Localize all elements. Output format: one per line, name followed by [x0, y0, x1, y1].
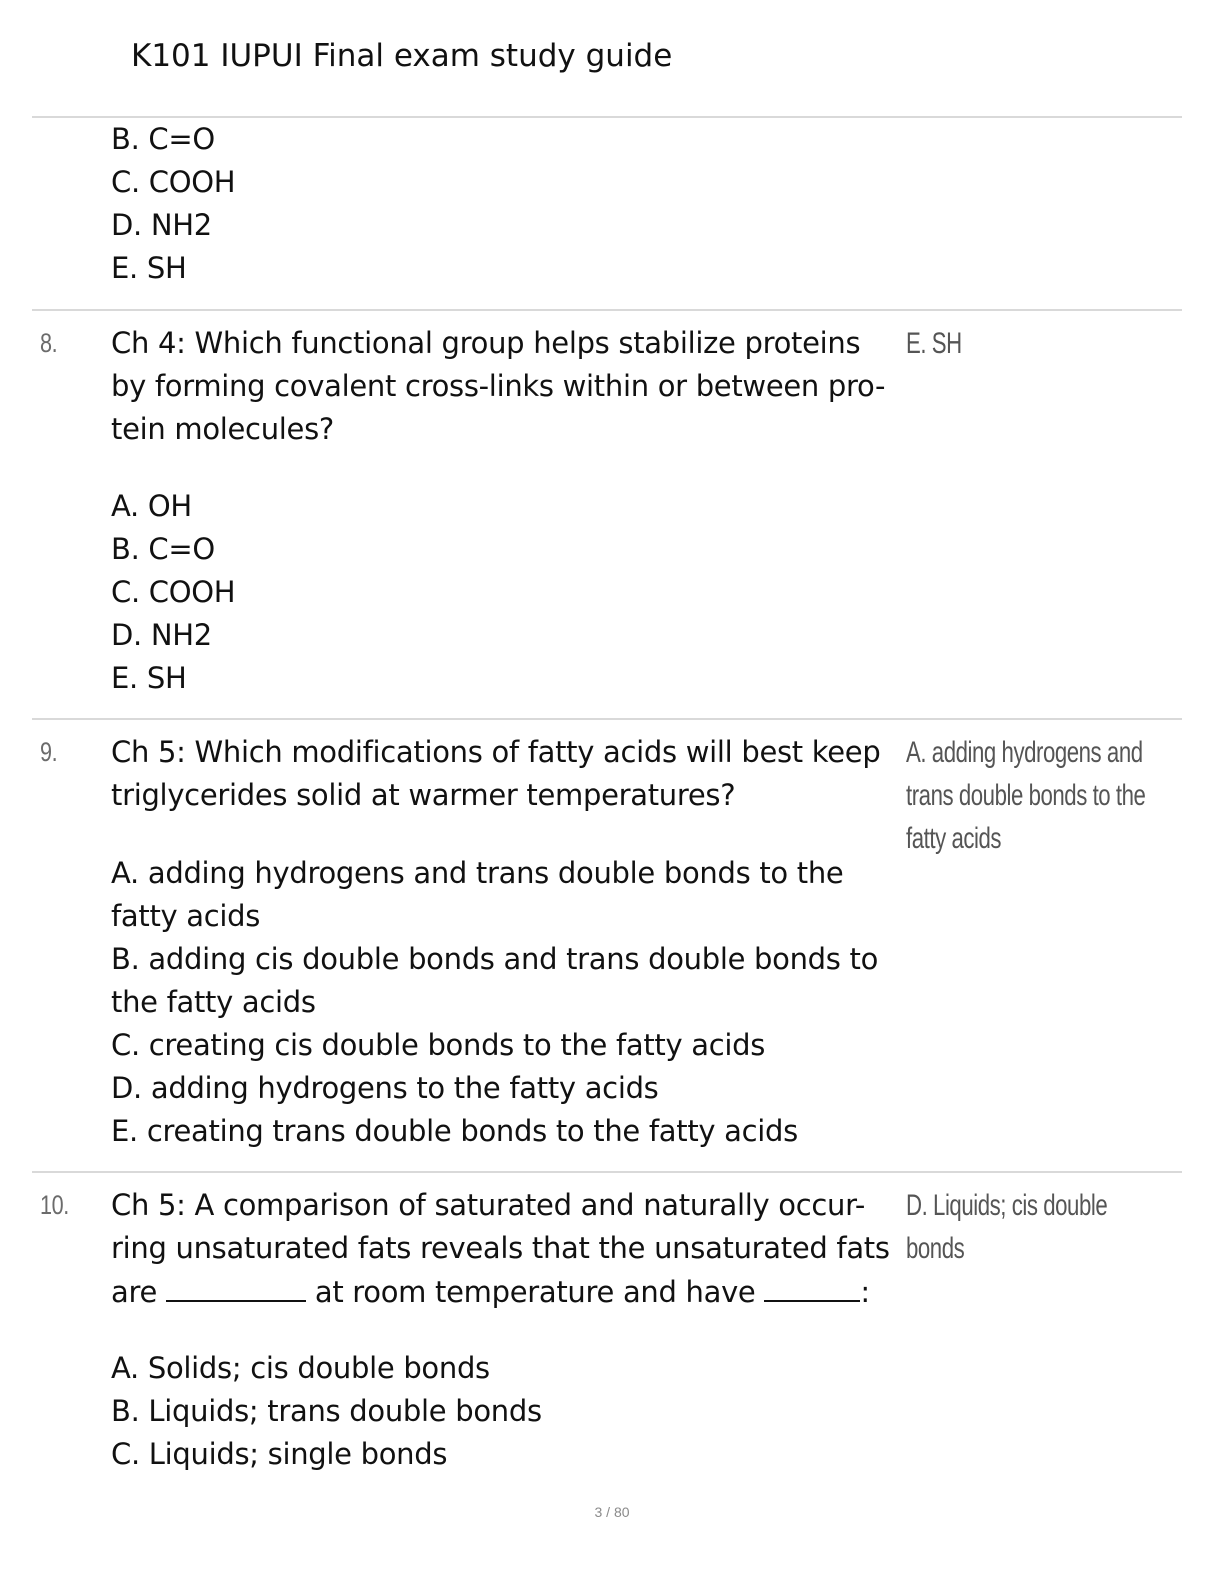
question-line: by forming covalent cross-links within or between pro- — [111, 369, 886, 403]
answer-line: bonds — [906, 1232, 965, 1265]
question-line: Ch 5: Which modifications of fatty acids will best keep — [111, 735, 881, 769]
option-d: D. adding hydrogens to the fatty acids — [111, 1071, 659, 1105]
question-line: triglycerides solid at warmer temperatures? — [111, 778, 736, 812]
question-fragment: are — [111, 1275, 157, 1309]
question-fragment: : — [860, 1275, 870, 1309]
question-line: tein molecules? — [111, 412, 334, 446]
page-number: 3 / 80 — [594, 1504, 630, 1520]
divider — [32, 309, 1182, 311]
question-line: ring unsaturated fats reveals that the unsaturated fats — [111, 1231, 890, 1265]
divider — [32, 718, 1182, 720]
option-a: A. OH — [111, 489, 192, 523]
answer-text — [906, 731, 1145, 860]
option-e: E. creating trans double bonds to the fatty acids — [111, 1114, 798, 1148]
answer-line: A. adding hydrogens and — [906, 736, 1143, 769]
option-a-cont: fatty acids — [111, 899, 261, 933]
option-d: D. NH2 — [111, 618, 212, 652]
option-c: C. Liquids; single bonds — [111, 1437, 448, 1471]
fill-in-blank — [166, 1270, 306, 1302]
q7-options — [111, 118, 235, 290]
option-b-cont: the fatty acids — [111, 985, 316, 1019]
option-b: B. Liquids; trans double bonds — [111, 1394, 542, 1428]
option-b: B. C=O — [111, 532, 215, 566]
option-b: B. C=O — [111, 122, 215, 156]
fill-in-blank — [764, 1270, 860, 1302]
option-a: A. adding hydrogens and trans double bonds to the — [111, 856, 844, 890]
option-a: A. Solids; cis double bonds — [111, 1351, 490, 1385]
option-e: E. SH — [111, 251, 187, 285]
question-number: 10. — [40, 1190, 69, 1220]
question-number: 9. — [40, 737, 58, 767]
answer-text — [906, 322, 962, 365]
option-c: C. COOH — [111, 165, 236, 199]
option-c: C. creating cis double bonds to the fatty acids — [111, 1028, 766, 1062]
answer-text — [906, 1184, 1107, 1270]
q9-options — [111, 852, 878, 1153]
question-fragment: at room temperature and have — [314, 1275, 756, 1309]
divider — [32, 1171, 1182, 1173]
answer-line: trans double bonds to the — [906, 779, 1146, 812]
question-line-with-blanks — [111, 1270, 906, 1313]
q8-options — [111, 485, 235, 700]
question-text — [111, 731, 906, 817]
question-line: Ch 5: A comparison of saturated and naturally occur- — [111, 1188, 866, 1222]
question-text — [111, 1184, 906, 1313]
document-title: K101 IUPUI Final exam study guide — [131, 38, 673, 74]
option-b: B. adding cis double bonds and trans double bonds to — [111, 942, 879, 976]
answer-line: E. SH — [906, 327, 962, 360]
question-text — [111, 322, 906, 451]
question-line: Ch 4: Which functional group helps stabilize proteins — [111, 326, 861, 360]
option-e: E. SH — [111, 661, 187, 695]
question-number: 8. — [40, 328, 58, 358]
q10-options — [111, 1347, 542, 1476]
answer-line: D. Liquids; cis double — [906, 1189, 1108, 1222]
option-d: D. NH2 — [111, 208, 212, 242]
option-c: C. COOH — [111, 575, 236, 609]
answer-line: fatty acids — [906, 822, 1002, 855]
